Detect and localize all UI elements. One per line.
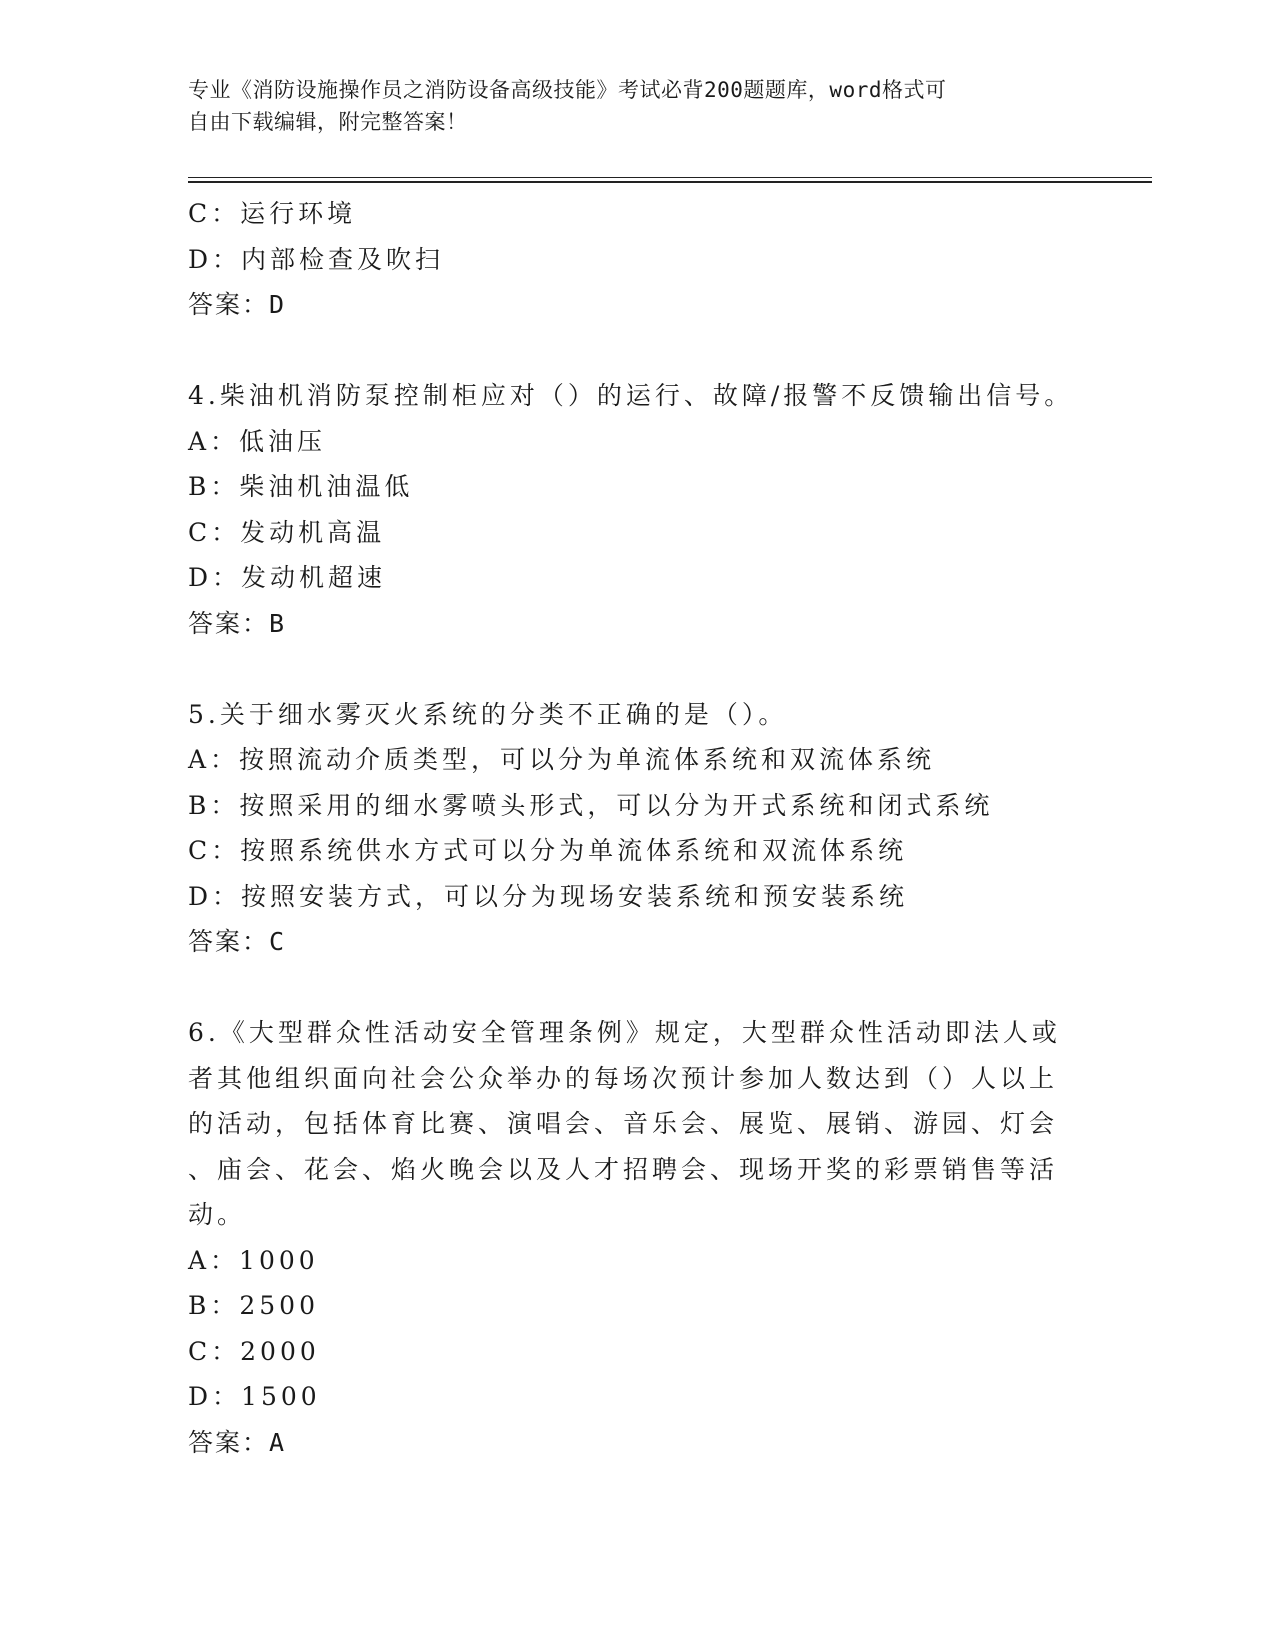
spacer (188, 646, 1068, 692)
answer-line: 答案：A (188, 1427, 287, 1457)
header-rule-thick (188, 181, 1152, 183)
option-a: A：按照流动介质类型，可以分为单流体系统和双流体系统 (188, 745, 936, 774)
header-line-2: 自由下载编辑，附完整答案！ (188, 110, 468, 134)
option-b: B：按照采用的细水雾喷头形式，可以分为开式系统和闭式系统 (188, 790, 994, 820)
answer-line: 答案：D (188, 290, 287, 319)
option-a: A：1000 (188, 1245, 319, 1275)
question-block-4 (188, 373, 1074, 646)
answer-line: 答案：B (188, 608, 287, 638)
question-block-6 (188, 1010, 1068, 1465)
spacer (188, 328, 1068, 374)
option-d: D：按照安装方式，可以分为现场安装系统和预安装系统 (188, 881, 909, 911)
option-d: D：发动机超速 (188, 563, 387, 592)
question-stem-line-1: 6.《大型群众性活动安全管理条例》规定，大型群众性活动即法人或 (188, 1018, 1061, 1047)
question-stem: 4.柴油机消防泵控制柜应对（）的运行、故障/报警不反馈输出信号。 (188, 381, 1074, 410)
option-a: A：低油压 (188, 426, 327, 456)
document-header (188, 74, 1068, 138)
question-block-3 (188, 191, 1068, 328)
option-c: C：运行环境 (188, 199, 357, 228)
question-block-5 (188, 692, 1068, 965)
spacer (188, 965, 1068, 1011)
option-b: B：柴油机油温低 (188, 472, 414, 501)
header-rule-thin (188, 177, 1152, 178)
option-b: B：2500 (188, 1291, 319, 1320)
answer-line: 答案：C (188, 927, 287, 956)
option-d: D：1500 (188, 1382, 321, 1411)
question-stem: 5.关于细水雾灭火系统的分类不正确的是（）。 (188, 699, 788, 729)
header-line-1: 专业《消防设施操作员之消防设备高级技能》考试必背200题题库，word格式可 (188, 78, 947, 102)
question-stem-line-5: 动。 (188, 1200, 247, 1229)
option-c: C：按照系统供水方式可以分为单流体系统和双流体系统 (188, 836, 908, 865)
option-c: C：2000 (188, 1336, 320, 1366)
question-stem-line-3: 的活动，包括体育比赛、演唱会、音乐会、展览、展销、游园、灯会 (188, 1109, 1059, 1138)
question-stem-line-2: 者其他组织面向社会公众举办的每场次预计参加人数达到（）人以上 (188, 1063, 1059, 1093)
option-c: C：发动机高温 (188, 517, 386, 547)
option-d: D：内部检查及吹扫 (188, 244, 445, 274)
question-content (188, 191, 1074, 1465)
question-stem-line-4: 、庙会、花会、焰火晚会以及人才招聘会、现场开奖的彩票销售等活 (188, 1154, 1059, 1184)
